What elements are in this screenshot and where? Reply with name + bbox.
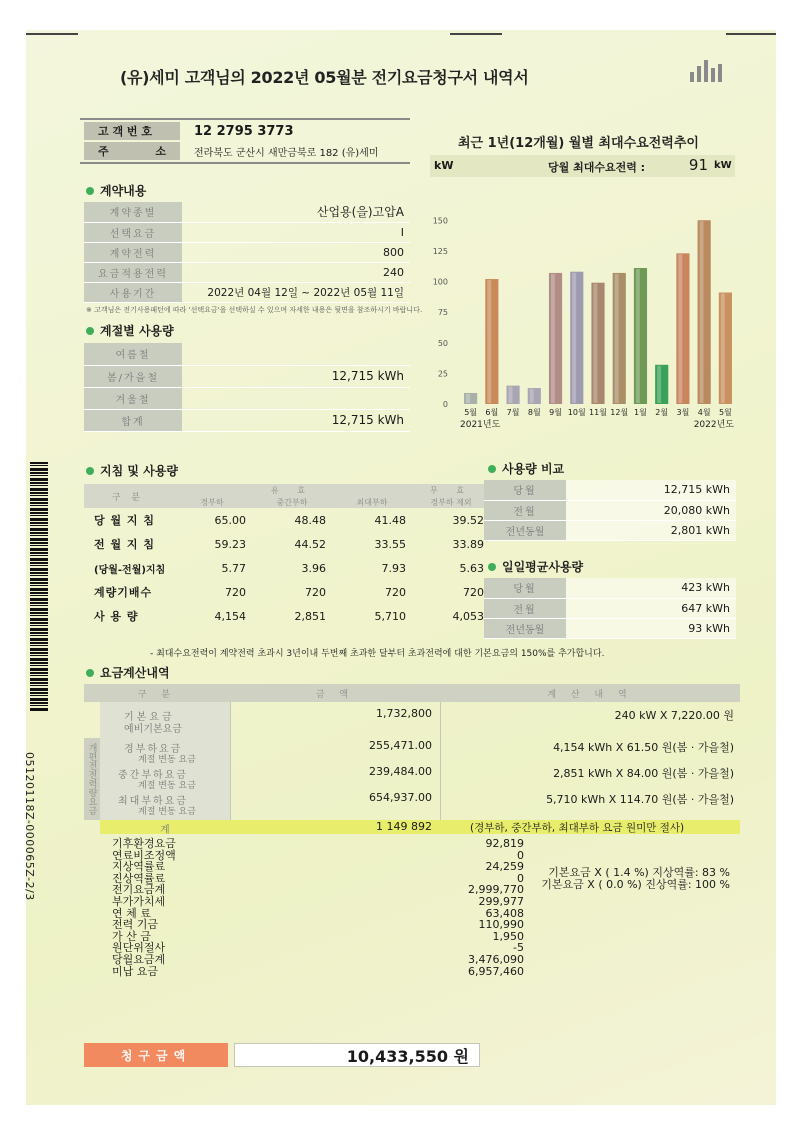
light-load-calc: 4,154 kWh X 61.50 원(봄 · 가을철) [553,741,734,754]
table-row: 당월 423 kWh [484,578,736,598]
light-load-sub: 계절 변동 요금 [138,755,196,765]
meter-note: - 최대수요전력이 계약전력 초과시 3년이내 두번째 초과한 달부터 초과전력에 대한 기본요금의 150%를 추가합니다. [150,649,605,659]
meter-table: 구 분 유 효 무 효 경부하 중간부하 최대부하 경부하 제외 당 월 지 침 65.00 48.48 41.48 39.52 전 월 지 침 59.23 44.52 33.55 33.89 (당월-전월)지침 5.77 3.96 7.93 5.63 계량기배수 720 720 720 720 사 용 량 4,154 2,851 5,710 4,053 [84,484,490,628]
table-row: 당 월 지 침 65.00 48.48 41.48 39.52 [94,513,484,527]
chart-bar [485,279,498,404]
mid-load-amount: 239,484.00 [369,765,432,778]
table-row: 계약종별 산업용(을)고압A [84,202,410,222]
list-item: 기후환경요금 92,819 [112,837,524,850]
bullet-icon [86,327,94,335]
peak-load-amount: 654,937.00 [369,791,432,804]
table-row: 여름철 [84,343,410,365]
table-row: 전월 20,080 kWh [484,500,736,520]
bullet-icon [86,467,94,475]
x-tick-label: 2월 [655,408,669,417]
chart-bar-highlight [487,280,491,403]
current-peak-unit: kW [714,160,732,171]
page-title: (유)세미 고객님의 2022년 05월분 전기요금청구서 내역서 [120,68,529,87]
y-tick-label: 25 [437,369,448,379]
contract-note: ※ 고객님은 전기사용패턴에 따라 '선택요금'을 선택하실 수 있으며 자세한 내용은 뒷면을 참조하시기 바랍니다. [86,306,423,314]
peak-load-label: 최대부하요금 [118,796,188,807]
customer-number-row [84,122,410,140]
top-divider [726,33,776,35]
table-row: 합계 12,715 kWh [84,409,410,431]
mid-load-label: 중간부하요금 [118,770,188,781]
chart-bar-highlight [551,274,555,403]
base-fee-calc: 240 kW X 7,220.00 원 [614,709,734,722]
seasonal-table [84,343,410,432]
other-charges [112,838,524,977]
document-code: 05120118Z-000065Z-2/3 [23,752,36,901]
x-tick-label: 8월 [527,408,541,417]
list-item: 전력 기금 110,990 [112,918,524,932]
chart-bar-highlight [593,284,597,403]
chart-bar-highlight [508,387,512,403]
energy-total-row: 계 1 149 892 (경부하, 중간부하, 최대부하 요금 원미만 절사) [100,820,740,834]
bar-logo-icon [688,58,730,82]
y-tick-label: 0 [442,400,448,409]
x-tick-label: 4월 [697,408,711,417]
bill-header: 구 분 금 액 계 산 내 역 [84,684,740,702]
chart-bar-highlight [721,294,725,403]
chart-bar [570,272,583,404]
list-item: 부가가치세 299,977 [112,894,524,908]
y-tick-label: 50 [437,338,448,348]
contract-heading: 계약내용 [86,182,146,199]
chart-bar-highlight [530,389,534,403]
claim-amount: 10,433,550 원 [234,1043,480,1067]
mid-load-calc: 2,851 kWh X 84.00 원(봄 · 가을철) [553,767,734,780]
chart-bar [719,293,732,404]
x-tick-label: 5월 [718,408,732,417]
address-row [84,142,410,160]
seasonal-heading: 계절별 사용량 [86,322,174,339]
peak-demand-chart [426,180,740,440]
table-row: 봄/가을철 12,715 kWh [84,365,410,387]
year-start-label: 2021년도 [460,420,501,430]
bullet-icon [488,465,496,473]
table-row: (당월-전월)지침 5.77 3.96 7.93 5.63 [94,561,484,576]
table-row: 전년동월 93 kWh [484,618,736,638]
divider [80,162,410,164]
chart-bar [655,365,668,404]
meter-heading: 지침 및 사용량 [86,462,178,479]
claim-amount-row [84,1043,480,1067]
chart-unit-label: kW [434,159,454,172]
chart-bar [676,253,689,404]
bullet-icon [86,669,94,677]
light-load-amount: 255,471.00 [369,739,432,752]
list-item: 지상역률료 24,259 [112,860,524,874]
table-row: 전월 647 kWh [484,598,736,618]
current-peak-value: 91 [688,156,708,174]
chart-bar [698,220,711,404]
compare-heading: 사용량 비교 [488,460,564,477]
list-item: 전기요금계 2,999,770 [112,883,524,897]
bullet-icon [86,187,94,195]
chart-bar-highlight [615,274,619,403]
bill-heading: 요금계산내역 [86,664,170,681]
claim-label: 청구금액 [84,1043,228,1067]
chart-bar-highlight [700,221,704,403]
mid-load-sub: 계절 변동 요금 [138,781,196,791]
x-tick-label: 10월 [567,408,586,417]
y-tick-label: 125 [432,246,448,256]
list-item: 원단위절사 -5 [112,941,524,955]
table-row: 겨울철 [84,387,410,409]
divider [80,118,410,120]
reserve-fee-label: 예비기본요금 [124,724,182,735]
customer-number: 12 2795 3773 [194,123,294,139]
chart-bar [591,283,604,404]
list-item: 연료비조정액 0 [112,848,524,862]
list-item: 당월요금계 3,476,090 [112,952,524,966]
address-label: 주 소 [84,142,180,160]
chart-bar [506,386,519,404]
x-tick-label: 3월 [676,408,690,417]
chart-bar [549,273,562,404]
table-row: 당월 12,715 kWh [484,480,736,500]
table-row: 계약전력 800 [84,242,410,262]
top-divider [450,33,502,35]
table-row: 전 월 지 침 59.23 44.52 33.55 33.89 [94,537,484,551]
x-tick-label: 12월 [610,408,629,417]
chart-bar-highlight [636,269,640,403]
table-row: 계량기배수 720 720 720 720 [94,585,484,599]
chart-bar-highlight [572,273,576,403]
compare-table [484,480,736,541]
x-tick-label: 1월 [634,408,647,417]
current-peak-label: 당월 최대수요전력 : [548,161,646,174]
chart-bar [634,268,647,404]
y-tick-label: 100 [432,277,448,287]
chart-bar-highlight [466,394,470,403]
barcode [30,462,48,712]
year-end-label: 2022년도 [693,420,734,430]
daily-table [484,578,736,639]
x-tick-label: 6월 [485,408,499,417]
table-row: 전년동월 2,801 kWh [484,520,736,540]
peak-load-calc: 5,710 kWh X 114.70 원(봄 · 가을철) [546,793,734,806]
chart-current-box [430,155,735,177]
base-fee-amount: 1,732,800 [376,707,432,720]
table-row: 요금적용전력 240 [84,262,410,282]
address-value: 전라북도 군산시 새만금북로 182 (유)세미 [194,147,379,159]
x-tick-label: 9월 [549,408,562,417]
chart-bar-highlight [657,366,661,403]
top-divider [26,33,78,35]
chart-bar [528,388,541,404]
light-load-label: 경부하요금 [124,744,183,755]
base-fee-label: 기본요금 [124,712,175,723]
x-tick-label: 5월 [464,408,478,417]
contract-table [84,202,410,303]
chart-bar [464,393,477,404]
y-tick-label: 150 [432,216,448,226]
list-item: 연 체 료 63,408 [112,906,524,920]
daily-heading: 일일평균사용량 [488,558,583,575]
table-row: 선택요금 I [84,222,410,242]
list-item: 진상역률료 0 [112,871,524,885]
list-item: 가 산 금 1,950 [112,929,524,943]
lag-pf-note: 기본요금 X ( 1.4 %) 지상역률: 83 % [548,866,730,879]
x-tick-label: 7월 [506,408,520,417]
y-tick-label: 75 [437,308,448,318]
list-item: 미납 요금 6,957,460 [112,964,524,978]
bullet-icon [488,563,496,571]
peak-load-sub: 계절 변동 요금 [138,807,196,817]
lead-pf-note: 기본요금 X ( 0.0 %) 진상역률: 100 % [541,878,730,891]
chart-bar-highlight [678,254,682,403]
bill-side-label: 개편전전력량요금 [84,738,100,820]
table-row: 사 용 량 4,154 2,851 5,710 4,053 [94,609,484,623]
customer-number-label: 고 객 번 호 [84,122,180,140]
chart-bar [613,273,626,404]
chart-title: 최근 1년(12개월) 월별 최대수요전력추이 [458,136,699,151]
table-row: 사용기간 2022년 04월 12일 ~ 2022년 05월 11일 [84,282,410,302]
x-tick-label: 11월 [589,408,607,417]
